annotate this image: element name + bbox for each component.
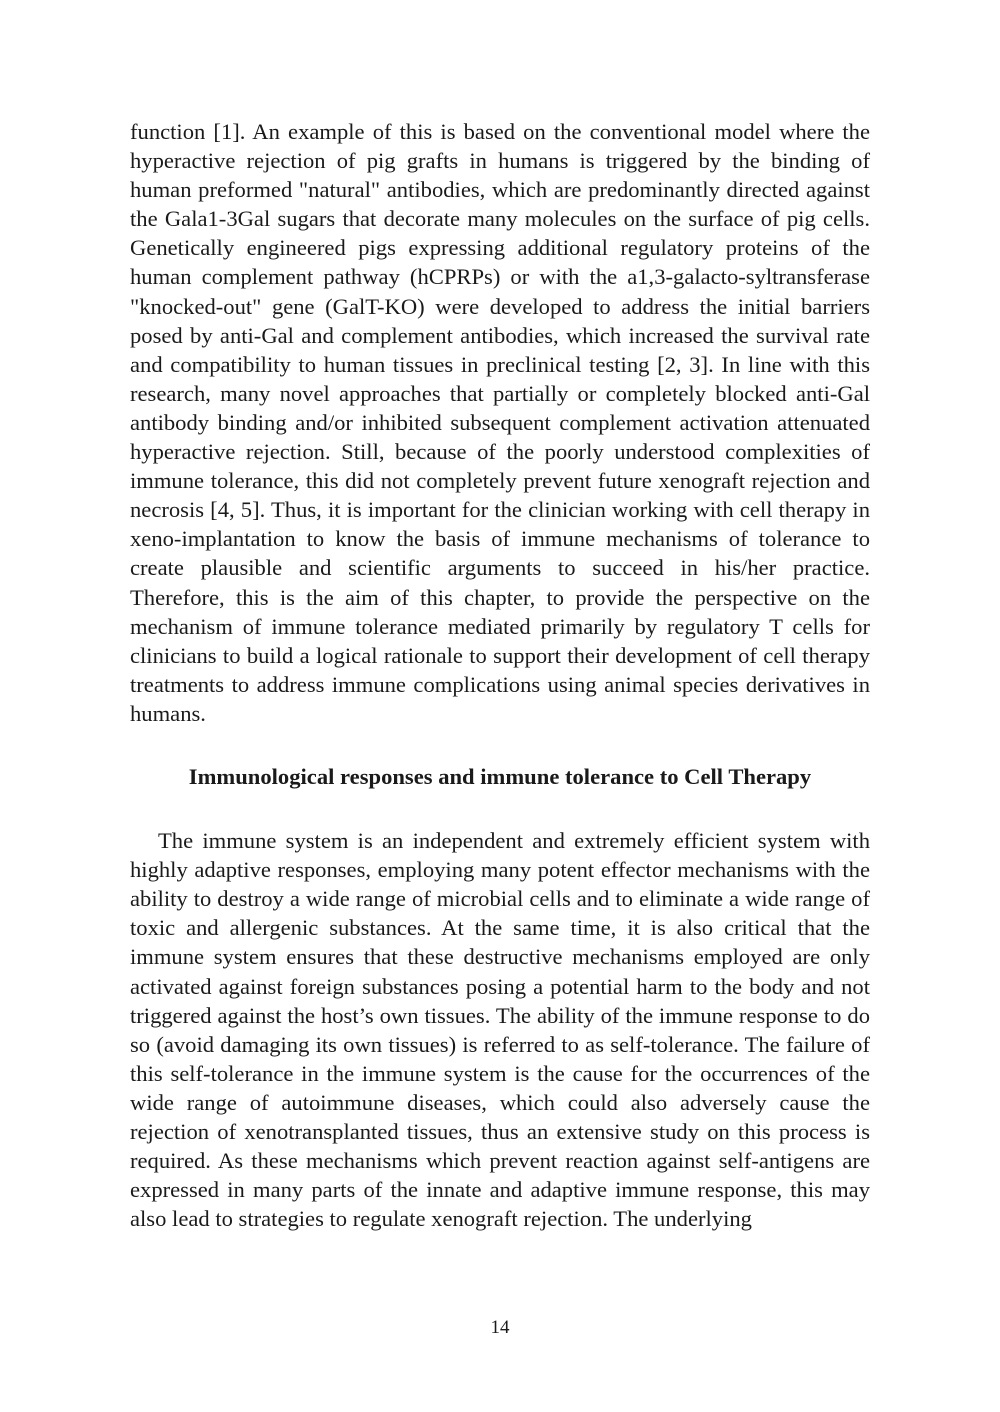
page-number: 14: [490, 1317, 510, 1338]
section-heading: Immunological responses and immune tolerance to Cell Therapy: [188, 763, 812, 789]
body-paragraph: The immune system is an independent and extremely efficient system with highly adaptive responses, employing many potent effector mechanisms with the ability to destroy a wide range of microbial cells and to eliminate a wide range of toxic and allergenic substances. At the same time, it is also critical that the immune system ensures that these destructive mechanisms employed are only activated against foreign substances posing a potential harm to the body and not triggered against the host’s own tissues. The ability of the immune response to do so (avoid damaging its own tissues) is referred to as self-tolerance. The failure of this self-tolerance in the immune system is the cause for the occurrences of the wide range of autoimmune diseases, which could also adversely cause the rejection of xenotransplanted tissues, thus an extensive study on this process is required. As these mechanisms which prevent reaction against self-antigens are expressed in many parts of the innate and adaptive immune response, this may also lead to strategies to regulate xenograft rejection. The underlying: [130, 828, 870, 1232]
page-body: [130, 117, 870, 1233]
body-paragraph: function [1]. An example of this is based on the conventional model where the hyperactive rejection of pig grafts in humans is triggered by the binding of human preformed "natural" antibodies, which are predominantly directed against the Gala1-3Gal sugars that decorate many molecules on the surface of pig cells. Genetically engineered pigs expressing additional regulatory proteins of the human complement pathway (hCPRPs) or with the a1,3-galacto-syltransferase "knocked-out" gene (GalT-KO) were developed to address the initial barriers posed by anti-Gal and complement antibodies, which increased the survival rate and compatibility to human tissues in preclinical testing [2, 3]. In line with this research, many novel approaches that partially or completely blocked anti-Gal antibody binding and/or inhibited subsequent complement activation attenuated hyperactive rejection. Still, because of the poorly understood complexities of immune tolerance, this did not completely prevent future xenograft rejection and necrosis [4, 5]. Thus, it is important for the clinician working with cell therapy in xeno-implantation to know the basis of immune mechanisms of tolerance to create plausible and scientific arguments to succeed in his/her practice. Therefore, this is the aim of this chapter, to provide the perspective on the mechanism of immune tolerance mediated primarily by regulatory T cells for clinicians to build a logical rationale to support their development of cell therapy treatments to address immune complications using animal species derivatives in humans.: [130, 119, 870, 726]
